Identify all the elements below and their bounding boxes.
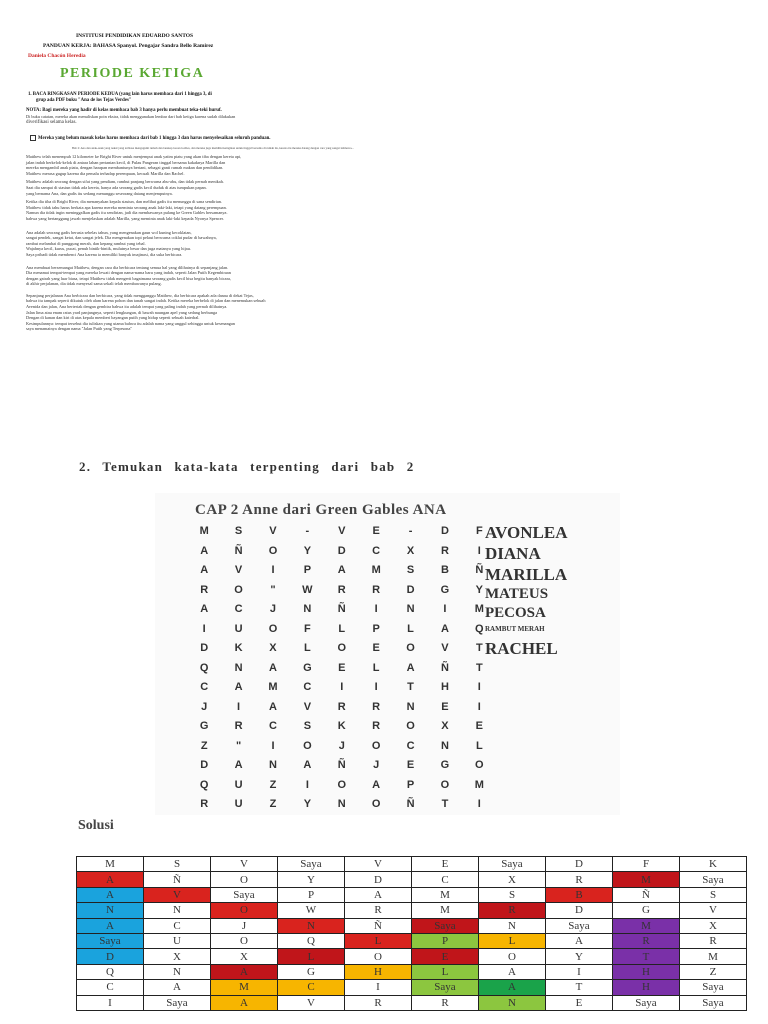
task1-heading: 1. BACA RINGKASAN PERIODE KEDUA (yang lain harus membaca dari 1 hingga 3, di grup ada PDF buku "Ana de los Tejas Verdes" bbox=[28, 92, 212, 103]
solution-cell: H bbox=[613, 964, 680, 979]
solution-cell: H bbox=[345, 964, 412, 979]
puzzle-cell: E bbox=[338, 661, 346, 674]
solution-cell: R bbox=[345, 995, 412, 1010]
puzzle-cell: I bbox=[374, 603, 378, 615]
puzzle-cell: A bbox=[372, 778, 381, 791]
solution-cell: C bbox=[144, 918, 211, 933]
solution-cell: V bbox=[278, 995, 345, 1010]
solution-row bbox=[77, 857, 747, 872]
puzzle-cell: Z bbox=[200, 739, 208, 752]
puzzle-cell: J bbox=[269, 603, 277, 615]
task2-heading: 2. Temukan kata-kata terpenting dari bab 2 bbox=[79, 459, 415, 474]
puzzle-cell: O bbox=[337, 642, 347, 654]
solution-cell: K bbox=[680, 857, 747, 872]
solution-cell: Saya bbox=[680, 872, 747, 887]
puzzle-cell: U bbox=[234, 798, 243, 810]
puzzle-cell: Y bbox=[475, 583, 483, 596]
solution-cell: N bbox=[144, 964, 211, 979]
solution-cell: O bbox=[211, 933, 278, 948]
solution-cell: Ñ bbox=[613, 887, 680, 902]
solution-cell: Ñ bbox=[345, 918, 412, 933]
puzzle-cell: J bbox=[201, 700, 208, 713]
solution-table-wrap bbox=[76, 856, 747, 1011]
puzzle-cell: S bbox=[234, 525, 243, 537]
solution-cell: Saya bbox=[412, 980, 479, 995]
puzzle-cell: E bbox=[441, 700, 449, 713]
solution-cell: E bbox=[546, 995, 613, 1010]
puzzle-cell: Ñ bbox=[337, 759, 346, 771]
puzzle-cell: O bbox=[268, 622, 278, 635]
word-rambut-merah: RAMBUT MERAH bbox=[485, 625, 545, 633]
puzzle-cell: I bbox=[237, 700, 241, 713]
puzzle-cell: Ñ bbox=[475, 564, 484, 576]
puzzle-cell: D bbox=[200, 759, 209, 771]
task1-note: NOTA: Bagi mereka yang hadir di kelas membaca bab 3 hanya perlu membuat teka-teki huruf. Di buku catatan, mereka akan menuliskan poin ekstra, tidak menggunakan lembar dari bab ketiga karena sudah dilakukan diverifikasi selama kelas. bbox=[26, 108, 236, 125]
puzzle-cell: Ñ bbox=[234, 544, 243, 557]
student-name: Daniela Chacón Heredia bbox=[28, 53, 86, 59]
story-paragraph-5: Ana membuat bersemangat Matthew, dengan cara dia berbicara tentang semua hal yang dilihatnya di sepanjang jalan. Dia menamai tempat-tempat yang mereka lewati dengan nama-nama baru yang indah, seperti Jalan Putih Kegembiraan dengan gairah yang luar biasa, tetapi Matthew tidak mengerti bagaimana seorang gadis kecil bisa begitu banyak bicara, di akhir perjalanan, dia tidak menyesal sama sekali telah membawanya pulang. bbox=[26, 264, 231, 287]
puzzle-cell: V bbox=[269, 525, 277, 537]
puzzle-cell: N bbox=[269, 759, 277, 771]
puzzle-cell: Y bbox=[303, 544, 312, 557]
puzzle-cell: R bbox=[337, 583, 346, 596]
puzzle-cell: A bbox=[406, 661, 415, 674]
puzzle-cell: I bbox=[477, 798, 481, 810]
guide-title: PANDUAN KERJA: BAHASA Spanyol. Pengajar Sandra Bello Ramirez bbox=[43, 43, 214, 49]
solution-cell: Saya bbox=[412, 918, 479, 933]
puzzle-cell: N bbox=[406, 700, 415, 713]
solution-cell: O bbox=[211, 872, 278, 887]
solution-cell: D bbox=[345, 872, 412, 887]
solution-cell: X bbox=[144, 949, 211, 964]
solution-cell: Saya bbox=[211, 887, 278, 902]
puzzle-cell: V bbox=[441, 642, 449, 654]
word-search-image bbox=[155, 493, 620, 815]
puzzle-cell: K bbox=[337, 720, 346, 732]
puzzle-cell: A bbox=[234, 681, 243, 693]
solution-cell: L bbox=[479, 933, 546, 948]
puzzle-cell: O bbox=[268, 544, 278, 557]
solution-row bbox=[77, 887, 747, 902]
solution-cell: N bbox=[479, 995, 546, 1010]
puzzle-cell: L bbox=[407, 622, 414, 635]
puzzle-cell: E bbox=[372, 642, 380, 654]
puzzle-cell: D bbox=[337, 544, 346, 557]
solution-cell: X bbox=[211, 949, 278, 964]
checkbox-icon bbox=[30, 135, 36, 141]
solution-cell: Z bbox=[680, 964, 747, 979]
solution-cell: H bbox=[613, 980, 680, 995]
solution-cell: Ñ bbox=[144, 872, 211, 887]
puzzle-cell: G bbox=[199, 720, 209, 732]
puzzle-cell: E bbox=[406, 759, 415, 771]
puzzle-cell: C bbox=[269, 720, 277, 732]
puzzle-cell: A bbox=[337, 564, 346, 576]
puzzle-cell: A bbox=[269, 700, 277, 713]
puzzle-cell: G bbox=[440, 759, 450, 771]
puzzle-cell: M bbox=[268, 681, 278, 693]
puzzle-cell: D bbox=[440, 525, 449, 537]
puzzle-cell: - bbox=[305, 525, 310, 537]
word-marilla: MARILLA bbox=[485, 565, 568, 584]
puzzle-cell: R bbox=[372, 583, 381, 596]
puzzle-cell: I bbox=[477, 681, 481, 693]
solution-cell: T bbox=[546, 980, 613, 995]
puzzle-cell: A bbox=[303, 759, 312, 771]
puzzle-cell: P bbox=[372, 622, 380, 635]
solution-cell: A bbox=[211, 995, 278, 1010]
puzzle-cell: T bbox=[475, 661, 483, 674]
puzzle-cell: O bbox=[234, 583, 243, 596]
puzzle-cell: H bbox=[440, 681, 449, 693]
solution-cell: B bbox=[546, 887, 613, 902]
puzzle-cell: M bbox=[474, 778, 484, 791]
puzzle-cell: E bbox=[475, 720, 483, 732]
puzzle-cell: D bbox=[406, 583, 415, 596]
solution-cell: R bbox=[479, 903, 546, 918]
story-paragraph-2: Matthew adalah seorang dengan sifat yang pendiam, rambut panjang berwarna abu-abu, dan tidak pernah menikah. Saat dia sampai di stasiun tidak ada kereta, hanya ada seorang gadis kecil duduk di atas tumpukan papan. yang bernama Ana, dan gadis itu sedang menunggu seseorang datang menjemputnya. bbox=[26, 179, 224, 196]
solution-cell: C bbox=[77, 980, 144, 995]
solution-cell: X bbox=[479, 872, 546, 887]
puzzle-cell: L bbox=[372, 661, 380, 674]
story-paragraph-3: Ketika dia tiba di Bright River, dia menanyakan kepala stasiun, dan melihat gadis itu menunggu di sana sendirian. Matthew tidak tahu harus berkata apa karena mereka meminta seorang anak laki-laki, tetapi yang datang perempuan. Namun dia tidak ingin meninggalkan gadis itu sendirian, jadi dia membawanya pulang ke Green Gables bersamanya. bahwa yang bertanggung jawab menjelaskan adalah Marilla, yang meminta anak laki-laki kepada Nyonya Spencer. bbox=[26, 199, 228, 221]
puzzle-cell: I bbox=[271, 739, 275, 752]
puzzle-cell: J bbox=[373, 759, 380, 771]
puzzle-cell: O bbox=[406, 720, 415, 732]
puzzle-cell: V bbox=[338, 525, 346, 537]
puzzle-cell: Z bbox=[269, 798, 277, 810]
solution-cell: R bbox=[345, 903, 412, 918]
puzzle-cell: O bbox=[303, 739, 312, 752]
puzzle-cell: I bbox=[305, 778, 309, 791]
puzzle-cell: O bbox=[371, 739, 381, 752]
puzzle-cell: G bbox=[440, 583, 450, 596]
solution-cell: M bbox=[77, 857, 144, 872]
puzzle-cell: N bbox=[440, 739, 449, 752]
solution-cell: Saya bbox=[144, 995, 211, 1010]
puzzle-cell: V bbox=[303, 700, 312, 713]
puzzle-cell: Ñ bbox=[337, 603, 346, 615]
solution-cell: R bbox=[613, 933, 680, 948]
task1-checkbox-line: Mereka yang belum masuk kelas harus membaca dari bab 1 hingga 3 dan harus menyelesaikan seluruh panduan. bbox=[30, 135, 280, 142]
solution-cell: E bbox=[412, 857, 479, 872]
puzzle-title: CAP 2 Anne dari Green Gables ANA bbox=[195, 502, 447, 518]
solution-cell: A bbox=[345, 887, 412, 902]
story-paragraph-6: Sepanjang perjalanan Ana berbicara dan berbicara, yang tidak mengganggu Matthew, dia berbicara apakah ada danau di dekat Tejas, bahwa itu tampak seperti dikutuk oleh alam karena pohon dan tanah sangat indah. Ketika mereka berbelok di jalan dan menemukan sebuah Avenida dan jalan, Ana berteriak dengan gembira bahwa itu adalah tempat yang paling indah yang pernah dilihatnya. Jalan lima atau enam ratus yard panjangnya, seperti lengkungan, di bawah naungan apel yang sedang berbunga Dengan di kanan dan kiri di atas kepala memberi bayangan putih yang hidup seperti sebuah katedral. Kesimpulannya: tempat tersebut dia tuliskan yang utama bahwa itu adalah nama yang unggul sehingga untuk kesenangan saya menamainya dengan nama "Jalan Putih yang Terpesona" bbox=[26, 292, 266, 332]
puzzle-cell: R bbox=[372, 720, 381, 732]
solution-cell: E bbox=[412, 949, 479, 964]
puzzle-cell: C bbox=[234, 603, 243, 615]
puzzle-cell: G bbox=[303, 661, 312, 674]
puzzle-cell: M bbox=[371, 564, 381, 576]
solution-cell: Q bbox=[278, 933, 345, 948]
puzzle-cell: L bbox=[304, 642, 311, 654]
puzzle-cell: P bbox=[303, 564, 312, 576]
solution-cell: L bbox=[412, 964, 479, 979]
puzzle-cell: M bbox=[199, 525, 209, 537]
solution-cell: Saya bbox=[546, 918, 613, 933]
puzzle-cell: R bbox=[200, 798, 209, 810]
puzzle-cell: I bbox=[374, 681, 378, 693]
solution-cell: V bbox=[345, 857, 412, 872]
puzzle-cell: F bbox=[475, 525, 483, 537]
solution-cell: T bbox=[613, 949, 680, 964]
puzzle-cell: T bbox=[407, 681, 414, 693]
solution-cell: M bbox=[613, 872, 680, 887]
word-pecosa: PECOSA bbox=[485, 605, 546, 621]
solution-row bbox=[77, 995, 747, 1010]
puzzle-cell: C bbox=[303, 681, 312, 693]
word-diana: DIANA bbox=[485, 544, 541, 563]
puzzle-cell: I bbox=[443, 603, 447, 615]
solution-cell: G bbox=[613, 903, 680, 918]
puzzle-cell: W bbox=[302, 583, 313, 596]
solution-cell: R bbox=[412, 995, 479, 1010]
solution-cell: P bbox=[278, 887, 345, 902]
puzzle-cell: A bbox=[200, 544, 209, 557]
solution-row bbox=[77, 933, 747, 948]
puzzle-cell: E bbox=[372, 525, 380, 537]
word-mateus: MATEUS bbox=[485, 586, 549, 602]
puzzle-cell: R bbox=[372, 700, 381, 713]
puzzle-cell: Ñ bbox=[440, 661, 449, 674]
puzzle-cell: T bbox=[475, 642, 483, 654]
solution-cell: A bbox=[211, 964, 278, 979]
puzzle-cell: Ñ bbox=[406, 798, 415, 810]
puzzle-cell: Q bbox=[199, 661, 209, 674]
puzzle-cell: I bbox=[477, 544, 481, 557]
solution-cell: U bbox=[144, 933, 211, 948]
solution-cell: X bbox=[680, 918, 747, 933]
school-name: INSTITUSI PENDIDIKAN EDUARDO SANTOS bbox=[76, 33, 194, 39]
puzzle-cell: A bbox=[200, 603, 209, 615]
solution-cell: A bbox=[479, 964, 546, 979]
puzzle-cell: X bbox=[406, 544, 415, 557]
solution-cell: Saya bbox=[680, 980, 747, 995]
solution-row bbox=[77, 964, 747, 979]
solution-row bbox=[77, 980, 747, 995]
puzzle-cell: I bbox=[477, 700, 481, 713]
solution-cell: V bbox=[680, 903, 747, 918]
solution-cell: Saya bbox=[479, 857, 546, 872]
puzzle-cell: O bbox=[475, 759, 484, 771]
puzzle-cell: C bbox=[406, 739, 415, 752]
solution-row bbox=[77, 918, 747, 933]
solution-cell: A bbox=[144, 980, 211, 995]
solution-cell: M bbox=[613, 918, 680, 933]
puzzle-cell: U bbox=[234, 622, 243, 635]
puzzle-cell: B bbox=[440, 564, 449, 576]
puzzle-cell: A bbox=[269, 661, 277, 674]
solution-cell: R bbox=[680, 933, 747, 948]
puzzle-cell: N bbox=[234, 661, 243, 674]
puzzle-cell: " bbox=[270, 583, 276, 596]
word-avonlea: AVONLEA bbox=[485, 523, 568, 542]
puzzle-grid bbox=[187, 522, 497, 815]
puzzle-cell: O bbox=[371, 798, 381, 810]
solution-cell: M bbox=[680, 949, 747, 964]
puzzle-cell: L bbox=[475, 739, 483, 752]
solution-label: Solusi bbox=[78, 818, 114, 833]
puzzle-cell: C bbox=[372, 544, 381, 557]
puzzle-cell: D bbox=[200, 642, 209, 654]
solution-cell: S bbox=[680, 887, 747, 902]
puzzle-cell: A bbox=[234, 759, 243, 771]
solution-cell: W bbox=[278, 903, 345, 918]
puzzle-cell: I bbox=[202, 622, 206, 635]
solution-cell: V bbox=[211, 857, 278, 872]
solution-cell: A bbox=[77, 887, 144, 902]
solution-table bbox=[76, 856, 747, 1011]
puzzle-cell: N bbox=[406, 603, 415, 615]
puzzle-cell: - bbox=[408, 525, 413, 537]
puzzle-cell: I bbox=[340, 681, 344, 693]
puzzle-cell: P bbox=[406, 778, 415, 791]
solution-row bbox=[77, 949, 747, 964]
solution-cell: C bbox=[412, 872, 479, 887]
solution-cell: Q bbox=[77, 964, 144, 979]
puzzle-cell: R bbox=[200, 583, 209, 596]
solution-cell: A bbox=[77, 872, 144, 887]
solution-cell: L bbox=[345, 933, 412, 948]
puzzle-cell: S bbox=[303, 720, 312, 732]
solution-cell: Y bbox=[278, 872, 345, 887]
puzzle-cell: X bbox=[269, 642, 277, 654]
puzzle-cell: " bbox=[235, 739, 242, 752]
puzzle-cell: O bbox=[440, 778, 450, 791]
solution-cell: I bbox=[546, 964, 613, 979]
puzzle-cell: R bbox=[337, 700, 346, 713]
puzzle-cell: X bbox=[441, 720, 449, 732]
puzzle-cell: F bbox=[304, 622, 311, 635]
puzzle-cell: K bbox=[234, 642, 243, 654]
solution-cell: Saya bbox=[613, 995, 680, 1010]
solution-cell: G bbox=[278, 964, 345, 979]
solution-cell: A bbox=[546, 933, 613, 948]
solution-cell: Saya bbox=[278, 857, 345, 872]
puzzle-cell: N bbox=[337, 798, 346, 810]
solution-cell: O bbox=[479, 949, 546, 964]
solution-cell: F bbox=[613, 857, 680, 872]
solution-row bbox=[77, 903, 747, 918]
puzzle-cell: Y bbox=[303, 798, 312, 810]
puzzle-cell: J bbox=[338, 739, 345, 752]
puzzle-cell: I bbox=[271, 564, 275, 576]
solution-cell: R bbox=[546, 872, 613, 887]
solution-cell: D bbox=[546, 903, 613, 918]
word-rachel: RACHEL bbox=[485, 639, 558, 658]
solution-cell: C bbox=[278, 980, 345, 995]
solution-cell: M bbox=[412, 903, 479, 918]
solution-cell: I bbox=[345, 980, 412, 995]
puzzle-cell: A bbox=[200, 564, 209, 576]
solution-cell: M bbox=[211, 980, 278, 995]
word-list bbox=[485, 522, 567, 662]
puzzle-cell: M bbox=[474, 603, 484, 615]
solution-cell: V bbox=[144, 887, 211, 902]
puzzle-cell: R bbox=[440, 544, 449, 557]
puzzle-cell: C bbox=[200, 681, 209, 693]
solution-cell: A bbox=[479, 980, 546, 995]
puzzle-cell: N bbox=[303, 603, 312, 615]
solution-cell: I bbox=[77, 995, 144, 1010]
solution-cell: S bbox=[144, 857, 211, 872]
puzzle-cell: Q bbox=[199, 778, 209, 791]
solution-cell: N bbox=[479, 918, 546, 933]
puzzle-cell: O bbox=[406, 642, 415, 654]
solution-cell: N bbox=[278, 918, 345, 933]
story-text bbox=[26, 154, 266, 332]
puzzle-cell: T bbox=[441, 798, 449, 810]
page-title: PERIODE KETIGA bbox=[60, 66, 205, 81]
solution-cell: A bbox=[77, 918, 144, 933]
story-paragraph-1: Matthew telah menempuh 12 kilometer ke Bright River untuk menjemput anak yatim piatu yang akan tiba dengan kereta api, jalan indah berkelok-kelok di antara lahan pertanian kecil, di Pulau Pangeran tinggal bersama kakaknya Marilla dan mereka mengambil anak piatu, dengan harapan membantunya bertani, sebagai ganti rumah makan dan pendidikan. Matthew merasa gugup karena dia pemalu terhadap perempuan, kecuali Marilla dan Rachel. bbox=[26, 154, 242, 176]
solution-cell: N bbox=[144, 903, 211, 918]
puzzle-cell: Q bbox=[475, 622, 484, 635]
solution-cell: Saya bbox=[680, 995, 747, 1010]
solution-cell: P bbox=[412, 933, 479, 948]
solution-cell: D bbox=[77, 949, 144, 964]
solution-cell: M bbox=[412, 887, 479, 902]
story-paragraph-4: Ana adalah seorang gadis berusia sebelas tahun, yang mengenakan gaun wol kuning kecoklatan, sangat pendek, sangat ketat, dan sangat jelek. Dia mengenakan topi pelaut berwarna coklat pudar di bawahnya, rambut melambai di punggung merah, dan kepang rambut yang tebal. Wajahnya kecil, kurus, pucat, penuh bintik-bintik, mulutnya besar dan juga matanya yang hijau. Saya pribadi tidak membenci Ana karena ia memiliki banyak imajinasi, dia suka berbicara. bbox=[26, 229, 217, 257]
puzzle-cell: O bbox=[337, 778, 347, 791]
solution-cell: O bbox=[345, 949, 412, 964]
puzzle-cell: V bbox=[234, 564, 243, 576]
solution-row bbox=[77, 872, 747, 887]
puzzle-cell: L bbox=[338, 622, 346, 635]
puzzle-cell: A bbox=[440, 622, 449, 635]
solution-cell: Y bbox=[546, 949, 613, 964]
solution-cell: Saya bbox=[77, 933, 144, 948]
puzzle-cell: R bbox=[234, 720, 243, 732]
solution-cell: S bbox=[479, 887, 546, 902]
solution-cell: D bbox=[546, 857, 613, 872]
puzzle-cell: S bbox=[406, 564, 415, 576]
puzzle-cell: Z bbox=[269, 778, 277, 791]
solution-cell: J bbox=[211, 918, 278, 933]
solution-cell: O bbox=[211, 903, 278, 918]
summary-wide-line: Bab 2: Ana dan anak-anak yang nakal yang terbiasa mengagumi rumah dan lanskap Green Gables, dan mereka juga memiliki keinginan untuk tinggal bersama di rumah itu, karena itu mereka datang dengan cara yang sangat istimewa... bbox=[72, 146, 354, 150]
solution-cell: N bbox=[77, 903, 144, 918]
puzzle-cell: U bbox=[234, 778, 243, 791]
solution-cell: L bbox=[278, 949, 345, 964]
